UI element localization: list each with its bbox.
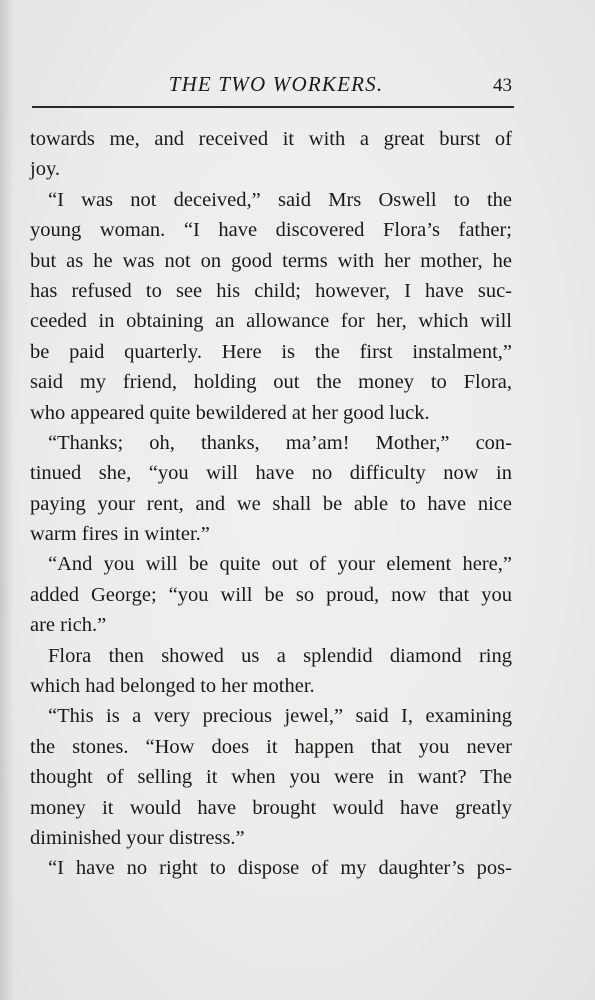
text-line: said my friend, holding out the money to Flora, [30,371,512,394]
text-line: who appeared quite bewildered at her good luck. [30,401,430,424]
text-line: money it would have brought would have greatly [30,796,512,819]
text-line: joy. [30,158,60,181]
text-line: “I have no right to dispose of my daughter’s pos- [48,857,512,880]
text-line: are rich.” [30,614,107,637]
text-line: the stones. “How does it happen that you never [30,735,512,758]
text-line: “Thanks; oh, thanks, ma’am! Mother,” con- [48,431,512,454]
text-line: but as he was not on good terms with her mother, he [30,249,512,272]
text-line: paying your rent, and we shall be able to have nice [30,492,512,515]
text-line: warm fires in winter.” [30,523,210,546]
running-title: THE TWO WORKERS. [168,72,384,96]
text-line: diminished your distress.” [30,826,245,849]
text-line: “This is a very precious jewel,” said I, examining [48,705,512,728]
text-line: be paid quarterly. Here is the first instalment,” [30,340,512,363]
header-rule [32,106,514,108]
page-gutter-shadow [0,0,14,1000]
page-header [32,64,514,104]
text-line: tinued she, “you will have no difficulty now in [30,462,512,485]
body-text [30,124,512,884]
text-line: ceeded in obtaining an allowance for her, which will [30,310,512,333]
page-number: 43 [493,75,512,96]
text-line: thought of selling it when you were in want? The [30,766,512,789]
text-line: Flora then showed us a splendid diamond ring [48,644,512,667]
text-line: “And you will be quite out of your element here,” [48,553,512,576]
text-line: young woman. “I have discovered Flora’s father; [30,219,512,242]
text-line: added George; “you will be so proud, now that you [30,583,512,606]
text-line: towards me, and received it with a great burst of [30,128,512,150]
text-line: “I was not deceived,” said Mrs Oswell to the [48,188,512,211]
text-line: has refused to see his child; however, I have suc- [30,279,512,302]
text-line: which had belonged to her mother. [30,675,315,698]
